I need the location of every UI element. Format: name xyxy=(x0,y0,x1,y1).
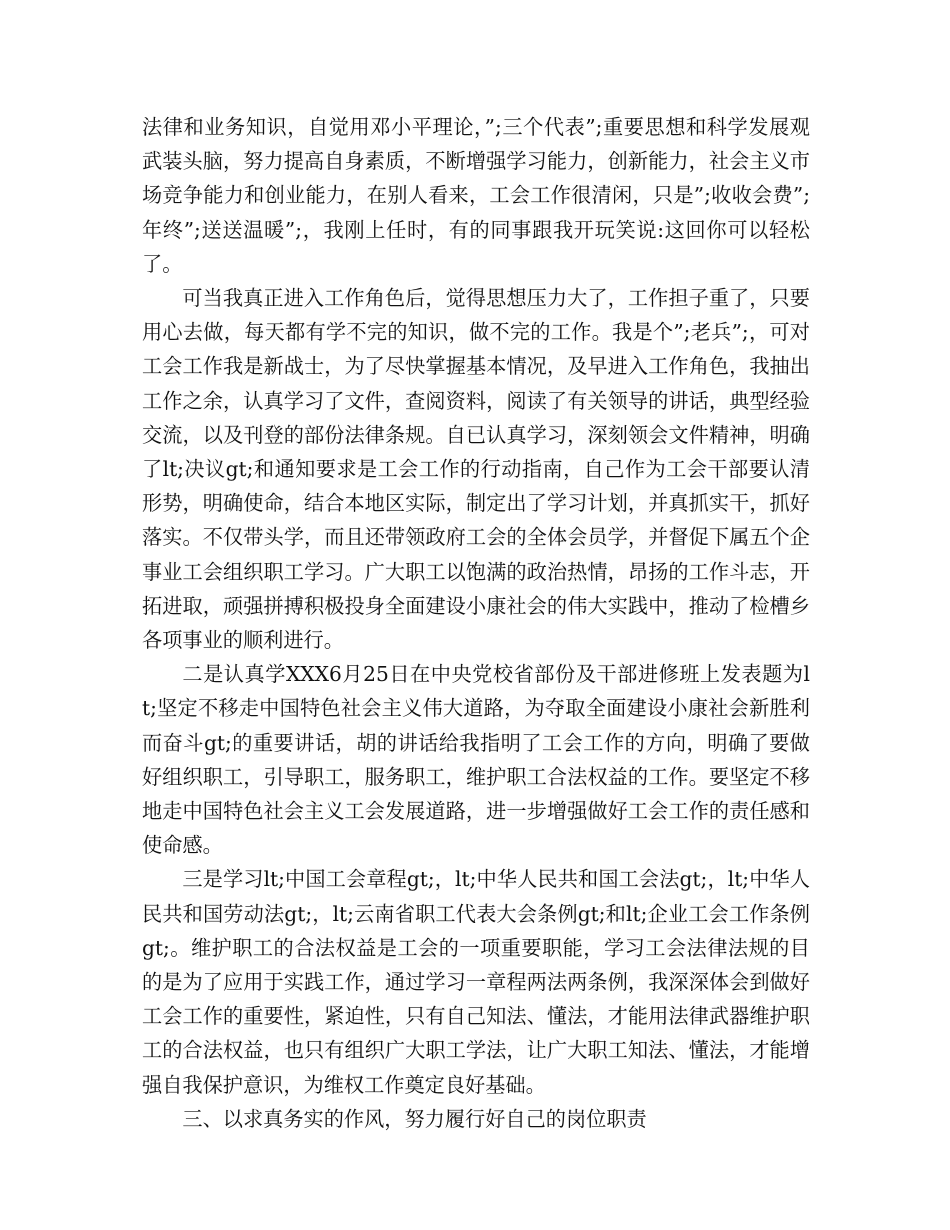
document-body xyxy=(142,110,810,1136)
paragraph-1: 法律和业务知识，自觉用邓小平理论，”;三个代表”;重要思想和科学发展观武装头脑，努力提高自身素质，不断增强学习能力，创新能力，社会主义市场竞争能力和创业能力，在别人看来，工会工作很清闲，只是”;收收会费”;年终”;送送温暖”;，我刚上任时，有的同事跟我开玩笑说:这回你可以轻松了。 xyxy=(142,115,810,276)
paragraph-4: 三是学习lt;中国工会章程gt;，lt;中华人民共和国工会法gt;，lt;中华人民共和国劳动法gt;，lt;云南省职工代表大会条例gt;和lt;企业工会工作条例gt;。维护职工的合法权益是工会的一项重要职能，学习工会法律法规的目的是为了应用于实践工作，通过学习一章程两法两条例，我深深体会到做好工会工作的重要性，紧迫性，只有自己知法、懂法，才能用法律武器维护职工的合法权益，也只有组织广大职工学法，让广大职工知法、懂法，才能增强自我保护意识，为维权工作奠定良好基础。 xyxy=(142,867,810,1097)
paragraph-3: 二是认真学XXX6月25日在中央党校省部份及干部进修班上发表题为lt;坚定不移走中国特色社会主义伟大道路，为夺取全面建设小康社会新胜利而奋斗gt;的重要讲话，胡的讲话给我指明了工会工作的方向，明确了要做好组织职工，引导职工，服务职工，维护职工合法权益的工作。要坚定不移地走中国特色社会主义工会发展道路，进一步增强做好工会工作的责任感和使命感。 xyxy=(142,662,810,858)
paragraph-2: 可当我真正进入工作角色后，觉得思想压力大了，工作担子重了，只要用心去做，每天都有学不完的知识，做不完的工作。我是个”;老兵”;，可对工会工作我是新战士，为了尽快掌握基本情况，及早进入工作角色，我抽出工作之余，认真学习了文件，查阅资料，阅读了有关领导的讲话，典型经验交流，以及刊登的部份法律条规。自已认真学习，深刻领会文件精神，明确了lt;决议gt;和通知要求是工会工作的行动指南，自己作为工会干部要认清形势，明确使命，结合本地区实际，制定出了学习计划，并真抓实干，抓好落实。不仅带头学，而且还带领政府工会的全体会员学，并督促下属五个企事业工会组织职工学习。广大职工以饱满的政治热情，昂扬的工作斗志，开拓进取，顽强拼搏积极投身全面建设小康社会的伟大实践中，推动了检槽乡各项事业的顺利进行。 xyxy=(142,286,810,653)
section-heading: 三、以求真务实的作风，努力履行好自己的岗位职责 xyxy=(182,1106,647,1131)
